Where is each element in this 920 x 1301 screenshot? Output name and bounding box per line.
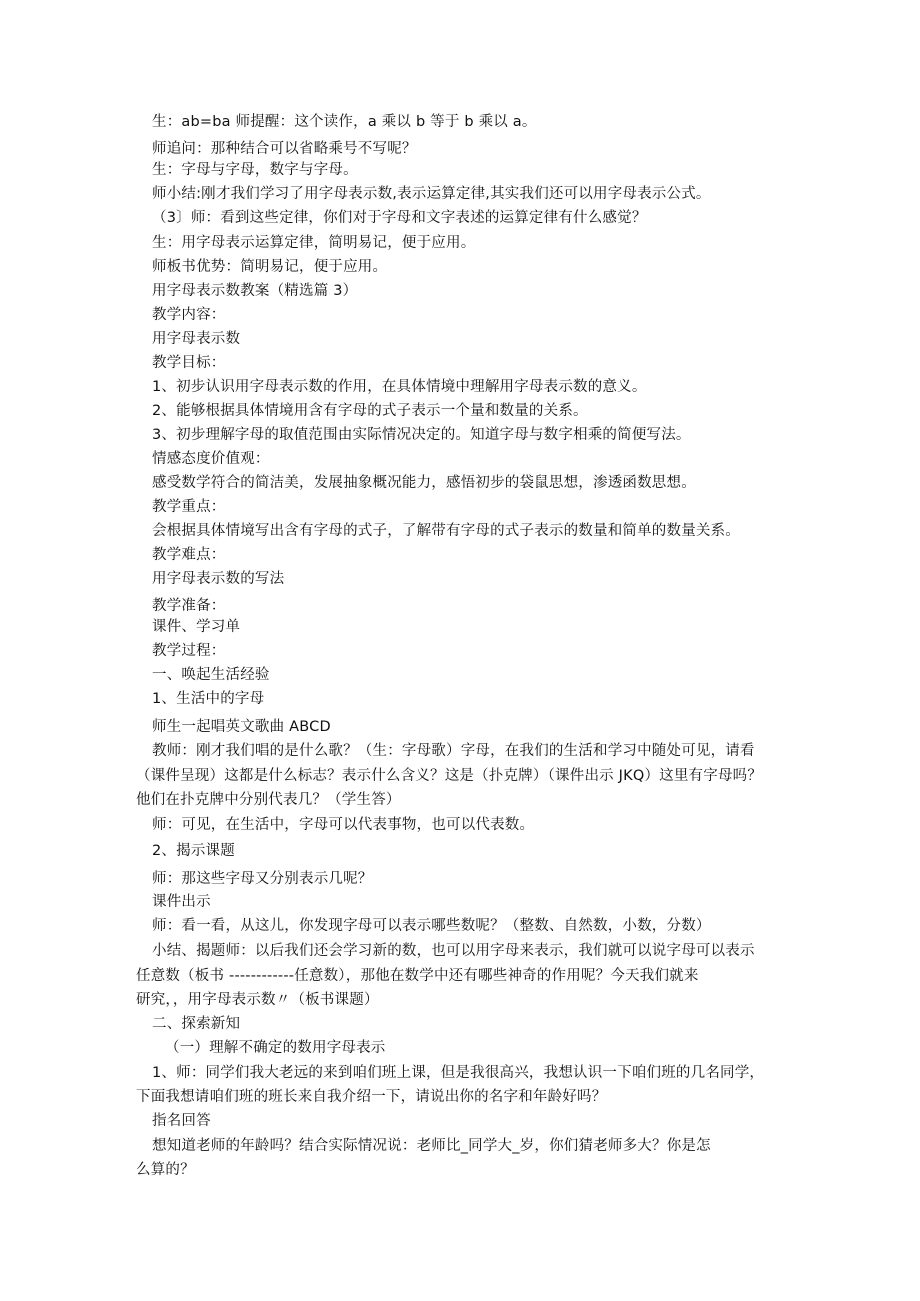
- text-line: 课件、学习单: [152, 619, 241, 635]
- text-line: 他们在扑克牌中分别代表几？（学生答）: [136, 792, 401, 808]
- text-line: 教学难点：: [152, 547, 226, 563]
- text-line: 师：可见，在生活中，字母可以代表事物，也可以代表数。: [152, 817, 535, 833]
- text-line: 生：用字母表示运算定律，简明易记，便于应用。: [152, 235, 476, 251]
- text-line: 教学准备：: [152, 598, 226, 614]
- text-line: 生：字母与字母，数字与字母。: [152, 162, 358, 178]
- text-line: （一）理解不确定的数用字母表示: [165, 1040, 386, 1056]
- text-line: 教学过程：: [152, 643, 226, 659]
- text-line: 用字母表示数的写法: [152, 571, 285, 587]
- text-line: 二、探索新知: [152, 1016, 241, 1032]
- text-line: 下面我想请咱们班的班长来自我介绍一下，请说出你的名字和年龄好吗？: [136, 1089, 607, 1105]
- text-line: 师小结:刚才我们学习了用字母表示数,表示运算定律,其实我们还可以用字母表示公式。: [152, 186, 711, 202]
- text-line: 小结、揭题师：以后我们还会学习新的数，也可以用字母来表示，我们就可以说字母可以表示: [152, 943, 755, 959]
- text-line: 教师：刚才我们唱的是什么歌？（生：字母歌）字母，在我们的生活和学习中随处可见，请看: [152, 743, 755, 759]
- text-line: 1、生活中的字母: [152, 691, 265, 707]
- text-line: 教学重点：: [152, 499, 226, 515]
- text-line: （课件呈现）这都是什么标志？表示什么含义？这是（扑克牌）（课件出示 JKQ）这里有字母吗？: [136, 768, 763, 784]
- text-line: 么算的？: [136, 1162, 195, 1178]
- text-line: 课件出示: [152, 894, 211, 910]
- text-line: 师板书优势：简明易记，便于应用。: [152, 259, 388, 275]
- text-line: 教学目标：: [152, 355, 226, 371]
- text-line: （3〕师：看到这些定律，你们对于字母和文字表述的运算定律有什么感觉？: [152, 210, 647, 226]
- text-line: 师生一起唱英文歌曲 ABCD: [152, 719, 331, 735]
- text-line: 2、能够根据具体情境用含有字母的式子表示一个量和数量的关系。: [152, 403, 588, 419]
- text-line: 指名回答: [152, 1113, 211, 1129]
- text-line: 情感态度价值观：: [152, 451, 270, 467]
- text-line: 师追问：那种结合可以省略乘号不写呢？: [152, 141, 417, 157]
- text-line: 任意数（板书 ------------任意数），那他在数学中还有哪些神奇的作用呢？今天我们就来: [136, 968, 699, 984]
- section-heading: 用字母表示数教案（精选篇 3）: [152, 283, 358, 299]
- text-line: 1、师：同学们我大老远的来到咱们班上课，但是我很高兴，我想认识一下咱们班的几名同学，: [152, 1065, 765, 1081]
- text-line: 2、揭示课题: [152, 843, 235, 859]
- text-line: 生：ab=ba 师提醒：这个读作，a 乘以 b 等于 b 乘以 a。: [152, 114, 537, 130]
- text-line: 研究，，用字母表示数〃（板书课题）: [136, 992, 379, 1008]
- text-line: 会根据具体情境写出含有字母的式子，了解带有字母的式子表示的数量和简单的数量关系。: [152, 523, 740, 539]
- text-line: 师：看一看，从这儿，你发现字母可以表示哪些数呢？（整数、自然数，小数，分数）: [152, 918, 711, 934]
- text-line: 想知道老师的年龄吗？结合实际情况说：老师比_同学大_岁，你们猜老师多大？你是怎: [152, 1138, 711, 1154]
- text-line: 师：那这些字母又分别表示几呢？: [152, 871, 373, 887]
- text-line: 一、唤起生活经验: [152, 667, 270, 683]
- text-line: 1、初步认识用字母表示数的作用，在具体情境中理解用字母表示数的意义。: [152, 379, 647, 395]
- text-line: 用字母表示数: [152, 331, 241, 347]
- text-line: 3、初步理解字母的取值范围由实际情况决定的。知道字母与数字相乘的简便写法。: [152, 427, 691, 443]
- text-line: 感受数学符合的简洁美，发展抽象概况能力，感悟初步的袋鼠思想，渗透函数思想。: [152, 475, 696, 491]
- text-line: 教学内容：: [152, 307, 226, 323]
